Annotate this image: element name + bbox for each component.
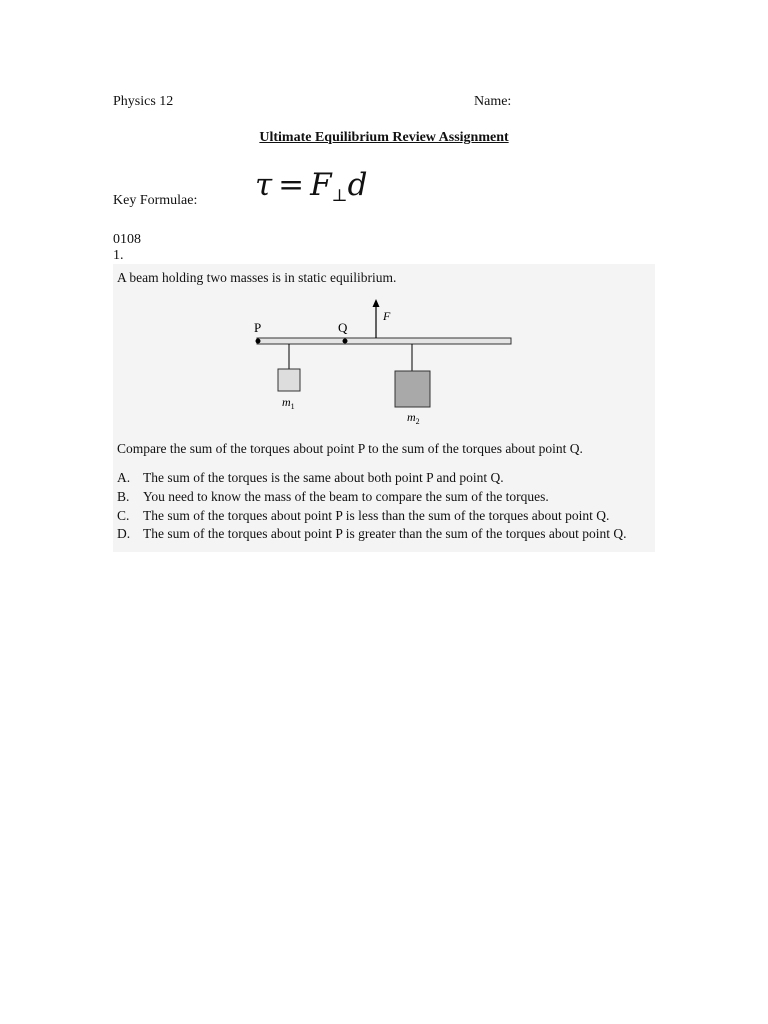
option-b-letter: B. [117,489,130,504]
question-prompt: Compare the sum of the torques about point P to the sum of the torques about point Q. [117,441,583,456]
point-q-dot [343,339,348,344]
option-a-letter: A. [117,470,131,485]
question-stem: A beam holding two masses is in static equilibrium. [117,270,397,285]
option-c-letter: C. [117,508,130,523]
key-formulae-label: Key Formulae: [113,193,198,208]
option-d-letter: D. [117,526,131,541]
option-c-text: The sum of the torques about point P is less than the sum of the torques about point Q. [143,508,610,523]
formula-perp: ⊥ [331,186,348,206]
force-arrowhead [373,299,380,307]
torque-formula [255,167,368,206]
assignment-title: Ultimate Equilibrium Review Assignment [259,130,509,145]
name-label: Name: [474,94,512,109]
mass-2-block [395,371,430,407]
point-q-label: Q [338,320,348,335]
point-p-label: P [254,320,262,335]
beam-diagram [113,289,655,439]
formula-equals: = [278,167,305,203]
question-panel [113,264,655,552]
question-number: 1. [113,248,124,263]
option-d-text: The sum of the torques about point P is greater than the sum of the torques about point Q. [143,526,627,541]
mass-1-label: $m_1$ [282,395,295,411]
force-label: F [383,309,391,323]
question-code: 0108 [113,232,141,247]
mass-1-block [278,369,300,391]
course-title: Physics 12 [113,94,174,109]
option-b-text: You need to know the mass of the beam to compare the sum of the torques. [143,489,549,504]
option-a-text: The sum of the torques is the same about both point P and point Q. [143,470,504,485]
beam [257,338,511,344]
formula-distance: d [347,167,368,203]
formula-force: F [310,167,332,203]
mass-2-label: $m_2$ [407,410,420,426]
point-p-dot [256,339,261,344]
formula-tau: τ [255,167,273,203]
